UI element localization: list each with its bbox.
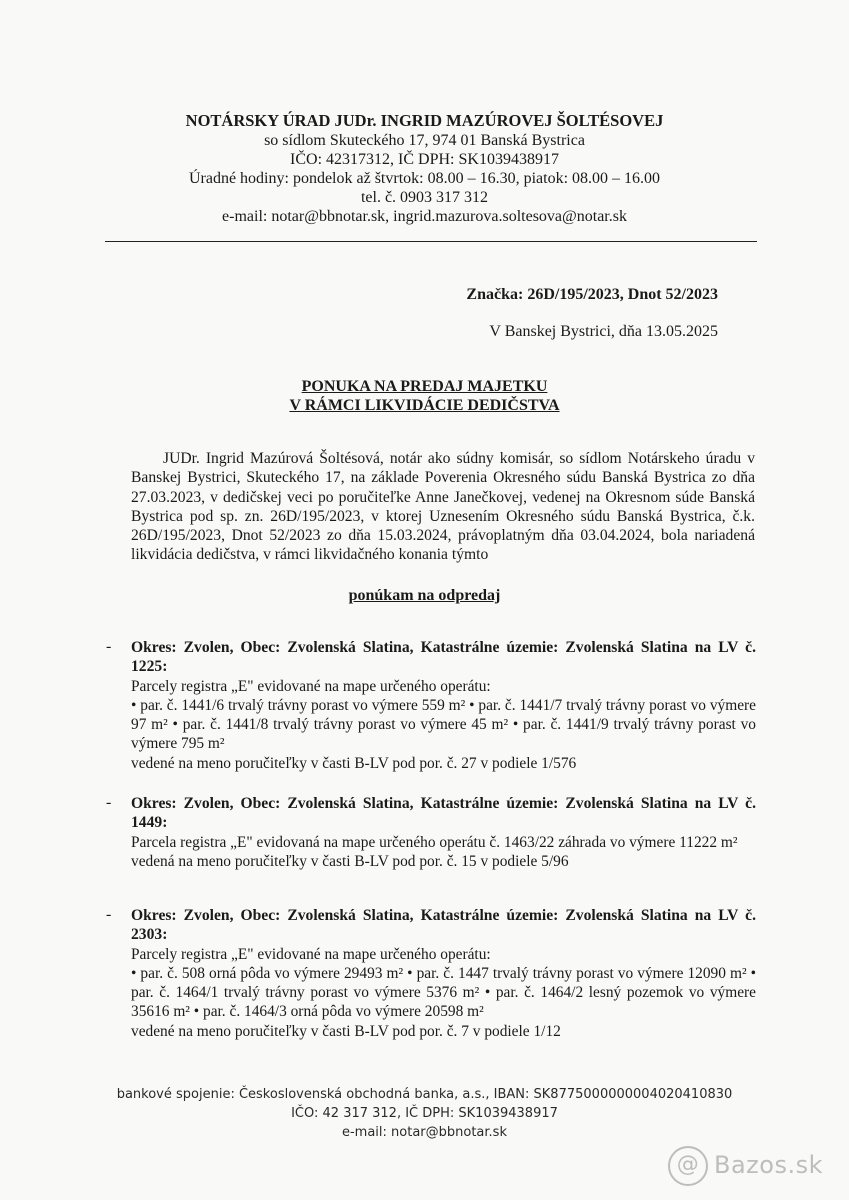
item-registry: Parcely registra „E" evidované na mape určeného operátu:	[131, 677, 491, 695]
office-seat: so sídlom Skuteckého 17, 974 01 Banská Bystrica	[264, 132, 585, 149]
bazos-watermark	[668, 1146, 823, 1186]
office-hours: Úradné hodiny: pondelok až štvrtok: 08.00 – 16.30, piatok: 08.00 – 16.00	[188, 170, 661, 187]
item-parcels: • par. č. 508 orná pôda vo výmere 29493 m² • par. č. 1447 trvalý trávny porast vo výmere 12090 m² • par. č. 1464/1 trvalý trávny porast vo výmere 5376 m² • par. č. 1464/2 lesný pozemok vo výmere 35616 m² • par. č. 1464/3 orná pôda vo výmere 20598 m²	[131, 964, 756, 1021]
intro-text: JUDr. Ingrid Mazúrová Šoltésová, notár ako súdny komisár, so sídlom Notárskeho úradu v Banskej Bystrici, Skuteckého 17, na základe Poverenia Okresného súdu Banská Bystrica zo dňa 27.03.2023, v dedičskej veci po poručiteľke Anne Janečkovej, vedenej na Okresnom súde Banská Bystrica pod sp. zn. 26D/195/2023, v ktorej Uznesením Okresného súdu Banská Bystrica, č.k. 26D/195/2023, Dnot 52/2023 zo dňa 15.03.2024, právoplatným dňa 03.04.2024, bola nariadená likvidácia dedičstva, v rámci likvidačného konania týmto	[131, 450, 755, 564]
document-title-line2: V RÁMCI LIKVIDÁCIE DEDIČSTVA	[289, 397, 560, 414]
list-dash: -	[106, 794, 112, 811]
item-parcels: • par. č. 1441/6 trvalý trávny porast vo výmere 559 m² • par. č. 1441/7 trvalý trávny porast vo výmere 97 m² • par. č. 1441/8 trvalý trávny porast vo výmere 45 m² • par. č. 1441/9 trvalý trávny porast vo výmere 795 m²	[131, 696, 756, 753]
footer-ids: IČO: 42 317 312, IČ DPH: SK1039438917	[291, 1106, 558, 1121]
item-registry: Parcely registra „E" evidované na mape určeného operátu:	[131, 945, 491, 963]
list-item	[106, 794, 756, 871]
list-item	[106, 906, 756, 1041]
item-title: Okres: Zvolen, Obec: Zvolenská Slatina, Katastrálne územie: Zvolenská Slatina na LV č. 1225:	[131, 639, 756, 676]
list-item	[106, 638, 756, 773]
office-name: NOTÁRSKY ÚRAD JUDr. INGRID MAZÚROVEJ ŠOLTÉSOVEJ	[185, 111, 664, 130]
office-ids: IČO: 42317312, IČ DPH: SK1039438917	[290, 151, 559, 168]
list-dash: -	[106, 906, 112, 923]
item-title: Okres: Zvolen, Obec: Zvolenská Slatina, Katastrálne územie: Zvolenská Slatina na LV č. 1449:	[131, 795, 756, 832]
item-title: Okres: Zvolen, Obec: Zvolenská Slatina, Katastrálne územie: Zvolenská Slatina na LV č. 2303:	[131, 907, 756, 944]
footer-bank: bankové spojenie: Československá obchodná banka, a.s., IBAN: SK8775000000004020410830	[116, 1087, 733, 1102]
offer-heading: ponúkam na odpredaj	[348, 587, 501, 604]
at-sign-icon: @	[668, 1146, 708, 1186]
case-reference: Značka: 26D/195/2023, Dnot 52/2023	[466, 286, 718, 303]
office-phone: tel. č. 0903 317 312	[360, 189, 489, 206]
watermark-text: Bazos.sk	[714, 1151, 823, 1179]
document-title-line1: PONUKA NA PREDAJ MAJETKU	[301, 378, 548, 395]
footer-email: e-mail: notar@bbnotar.sk	[341, 1125, 507, 1140]
list-dash: -	[106, 638, 112, 655]
place-date: V Banskej Bystrici, dňa 13.05.2025	[489, 323, 718, 340]
office-email: e-mail: notar@bbnotar.sk, ingrid.mazurova.soltesova@notar.sk	[222, 208, 627, 225]
item-owner: vedené na meno poručiteľky v časti B-LV pod por. č. 27 v podiele 1/576	[131, 754, 577, 772]
intro-paragraph	[131, 449, 755, 565]
header-divider	[105, 241, 757, 242]
item-owner: vedená na meno poručiteľky v časti B-LV pod por. č. 15 v podiele 5/96	[131, 852, 569, 870]
item-registry: Parcela registra „E" evidovaná na mape určeného operátu č. 1463/22 záhrada vo výmere 11222 m²	[131, 833, 738, 851]
item-owner: vedené na meno poručiteľky v časti B-LV pod por. č. 7 v podiele 1/12	[131, 1022, 561, 1040]
